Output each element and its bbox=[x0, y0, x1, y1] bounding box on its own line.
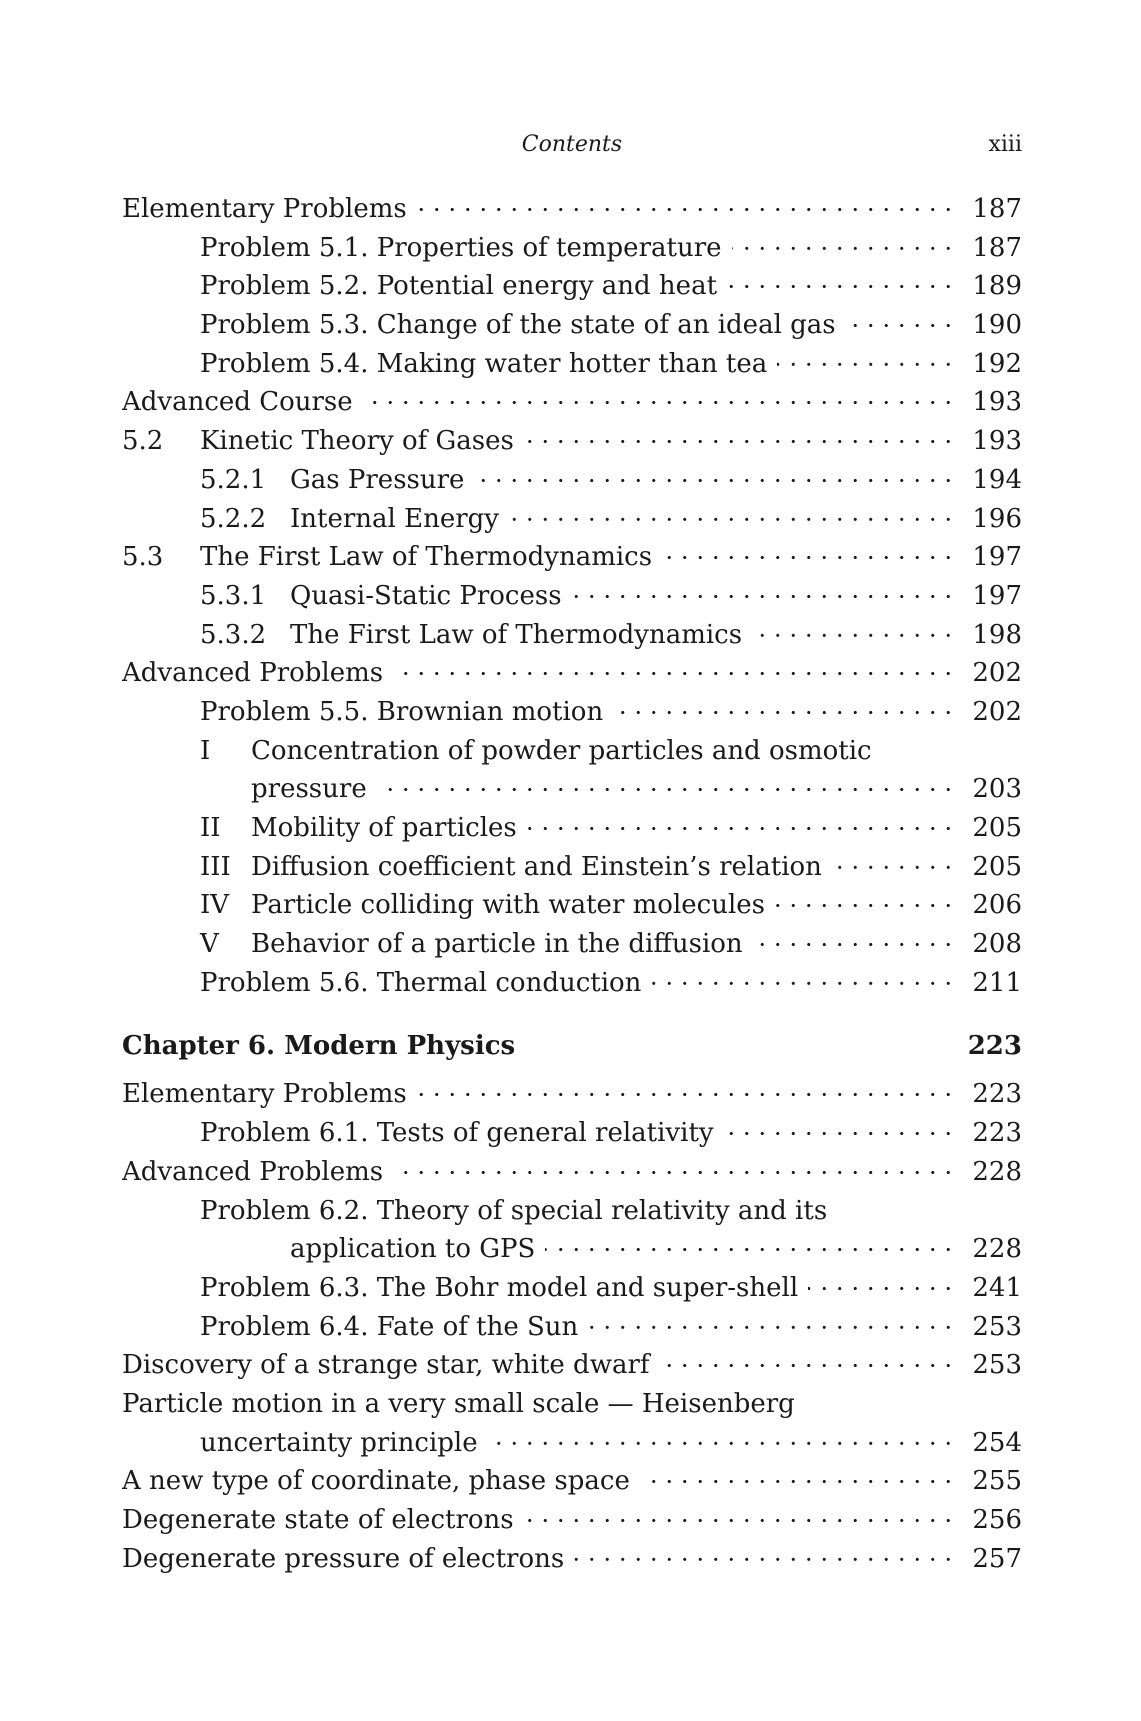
entry-title: Advanced Course bbox=[122, 387, 363, 417]
toc-entry-continued[interactable] bbox=[122, 1424, 1022, 1463]
entry-page: 193 bbox=[972, 426, 1022, 457]
toc-entry[interactable] bbox=[122, 925, 1022, 964]
entry-title: Quasi-Static Process bbox=[290, 581, 572, 611]
entry-page: 253 bbox=[972, 1350, 1022, 1381]
running-title: Contents bbox=[521, 132, 623, 157]
entry-title: The First Law of Thermodynamics bbox=[290, 620, 752, 650]
entry-title: uncertainty principle bbox=[200, 1428, 488, 1458]
toc-entry[interactable] bbox=[122, 1269, 1022, 1308]
entry-title: Particle colliding with water molecules bbox=[251, 890, 775, 920]
entry-title: Problem 5.2. Potential energy and heat bbox=[200, 271, 727, 301]
toc-entry[interactable] bbox=[122, 1385, 1022, 1424]
toc-entry[interactable] bbox=[122, 461, 1022, 500]
toc-entry[interactable] bbox=[122, 267, 1022, 306]
entry-page: 205 bbox=[972, 813, 1022, 843]
entry-page: 256 bbox=[972, 1505, 1022, 1535]
entry-title: Problem 6.2. Theory of special relativity and its bbox=[200, 1196, 837, 1226]
toc-entry[interactable] bbox=[122, 1346, 1022, 1385]
entry-title: Kinetic Theory of Gases bbox=[200, 426, 524, 456]
entry-page: 190 bbox=[972, 310, 1022, 341]
entry-title: Problem 5.4. Making water hotter than tea bbox=[200, 349, 777, 379]
entry-title: Particle motion in a very small scale — Heisenberg bbox=[122, 1389, 805, 1419]
table-of-contents bbox=[122, 190, 1022, 1578]
section-number: 5.3.1 bbox=[200, 580, 267, 611]
toc-entry[interactable] bbox=[122, 1462, 1022, 1501]
entry-page: 241 bbox=[972, 1272, 1022, 1303]
entry-page: 193 bbox=[972, 387, 1022, 418]
toc-entry[interactable] bbox=[122, 1192, 1022, 1231]
entry-title: Problem 5.1. Properties of temperature bbox=[200, 233, 732, 263]
toc-entry[interactable] bbox=[122, 693, 1022, 732]
entry-title: Degenerate state of electrons bbox=[122, 1505, 524, 1535]
entry-title: Behavior of a particle in the diffusion bbox=[251, 929, 753, 959]
toc-entry[interactable] bbox=[122, 964, 1022, 1003]
entry-page: 228 bbox=[972, 1234, 1022, 1265]
entry-page: 197 bbox=[972, 580, 1022, 611]
toc-entry[interactable] bbox=[122, 1501, 1022, 1540]
entry-page: 198 bbox=[972, 619, 1022, 650]
entry-page: 192 bbox=[972, 348, 1022, 379]
toc-entry[interactable] bbox=[122, 1075, 1022, 1114]
entry-title: Problem 5.3. Change of the state of an ideal gas bbox=[200, 310, 846, 340]
entry-title: Mobility of particles bbox=[251, 813, 527, 843]
entry-title: Problem 6.4. Fate of the Sun bbox=[200, 1312, 588, 1342]
entry-page: 223 bbox=[972, 1118, 1022, 1149]
entry-page: 187 bbox=[972, 232, 1022, 263]
section-number: V bbox=[200, 929, 219, 960]
toc-entry[interactable] bbox=[122, 190, 1022, 229]
toc-entry[interactable] bbox=[122, 886, 1022, 925]
entry-page: 203 bbox=[972, 774, 1022, 805]
entry-page: 189 bbox=[972, 271, 1022, 302]
entry-page: 208 bbox=[972, 929, 1022, 960]
entry-title: Advanced Problems bbox=[122, 658, 393, 688]
entry-title: The First Law of Thermodynamics bbox=[200, 542, 662, 572]
entry-page: 206 bbox=[972, 890, 1022, 921]
entry-title: Gas Pressure bbox=[290, 465, 474, 495]
toc-entry[interactable] bbox=[122, 732, 1022, 771]
toc-entry[interactable] bbox=[122, 1540, 1022, 1579]
entry-title: application to GPS bbox=[290, 1234, 545, 1264]
toc-entry[interactable] bbox=[122, 654, 1022, 693]
section-number: 5.2.1 bbox=[200, 464, 267, 495]
entry-page: 257 bbox=[972, 1543, 1022, 1574]
entry-title: Concentration of powder particles and osmotic bbox=[251, 736, 882, 766]
entry-page: 202 bbox=[972, 658, 1022, 689]
page-number: xiii bbox=[988, 132, 1022, 157]
chapter-heading[interactable] bbox=[122, 1026, 1022, 1066]
entry-page: 196 bbox=[972, 503, 1022, 534]
entry-page: 205 bbox=[972, 851, 1022, 882]
entry-title: Discovery of a strange star, white dwarf bbox=[122, 1350, 660, 1380]
toc-entry[interactable] bbox=[122, 1153, 1022, 1192]
entry-page: 194 bbox=[972, 464, 1022, 495]
toc-entry[interactable] bbox=[122, 1308, 1022, 1347]
entry-page: 255 bbox=[972, 1466, 1022, 1497]
toc-entry-continued[interactable] bbox=[122, 1230, 1022, 1269]
entry-title: Internal Energy bbox=[290, 504, 509, 534]
toc-entry-continued[interactable] bbox=[122, 770, 1022, 809]
toc-entry[interactable] bbox=[122, 616, 1022, 655]
entry-title: Problem 6.1. Tests of general relativity bbox=[200, 1118, 724, 1148]
entry-title: Problem 5.6. Thermal conduction bbox=[200, 968, 651, 998]
toc-entry[interactable] bbox=[122, 229, 1022, 268]
section-number: I bbox=[200, 735, 211, 766]
entry-title: Diffusion coefficient and Einstein’s relation bbox=[251, 852, 832, 882]
toc-entry[interactable] bbox=[122, 809, 1022, 848]
entry-page: 223 bbox=[972, 1079, 1022, 1110]
entry-page: 228 bbox=[972, 1156, 1022, 1187]
toc-entry[interactable] bbox=[122, 500, 1022, 539]
entry-title: Problem 5.5. Brownian motion bbox=[200, 697, 613, 727]
toc-entry[interactable] bbox=[122, 538, 1022, 577]
entry-page: 187 bbox=[972, 194, 1022, 224]
entry-page: 253 bbox=[972, 1311, 1022, 1342]
chapter-page: 223 bbox=[967, 1031, 1022, 1062]
entry-title: Advanced Problems bbox=[122, 1157, 393, 1187]
entry-page: 254 bbox=[972, 1427, 1022, 1458]
entry-page: 211 bbox=[972, 967, 1022, 998]
entry-page: 202 bbox=[972, 696, 1022, 727]
section-number: III bbox=[200, 851, 231, 882]
entry-title: pressure bbox=[251, 774, 377, 804]
toc-entry[interactable] bbox=[122, 345, 1022, 384]
toc-entry[interactable] bbox=[122, 306, 1022, 345]
section-number: 5.2 bbox=[122, 426, 164, 457]
toc-entry[interactable] bbox=[122, 848, 1022, 887]
section-number: 5.2.2 bbox=[200, 503, 267, 534]
section-number: II bbox=[200, 813, 221, 843]
toc-entry[interactable] bbox=[122, 1114, 1022, 1153]
section-number: IV bbox=[200, 890, 230, 921]
entry-title: Problem 6.3. The Bohr model and super-shell bbox=[200, 1273, 808, 1303]
chapter-title: Chapter 6. Modern Physics bbox=[122, 1031, 516, 1062]
toc-entry[interactable] bbox=[122, 422, 1022, 461]
section-number: 5.3.2 bbox=[200, 619, 267, 650]
entry-title: A new type of coordinate, phase space bbox=[122, 1466, 640, 1496]
entry-title: Degenerate pressure of electrons bbox=[122, 1544, 574, 1574]
toc-entry[interactable] bbox=[122, 383, 1022, 422]
entry-title: Elementary Problems bbox=[122, 194, 417, 224]
running-header bbox=[122, 128, 1022, 162]
entry-title: Elementary Problems bbox=[122, 1079, 417, 1109]
entry-page: 197 bbox=[972, 542, 1022, 573]
toc-entry[interactable] bbox=[122, 577, 1022, 616]
section-number: 5.3 bbox=[122, 542, 164, 573]
